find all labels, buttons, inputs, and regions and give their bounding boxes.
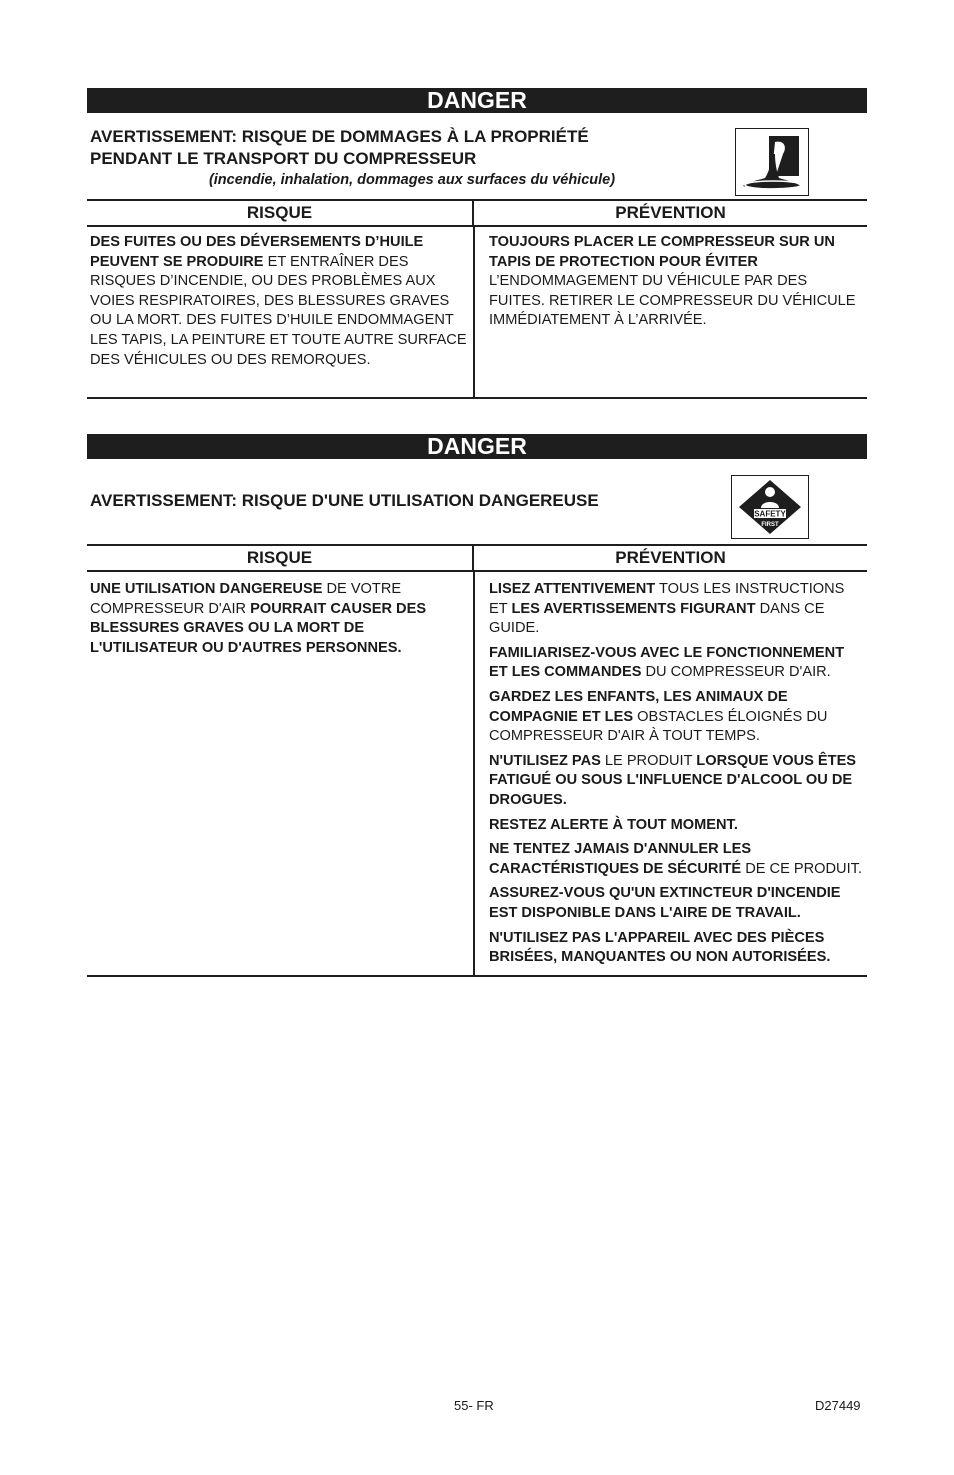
prevention-item	[489, 884, 866, 923]
prevention-text: L’ENDOMMAGEMENT DU VÉHICULE PAR DES FUITES. RETIRER LE COMPRESSEUR DU VÉHICULE IMMÉDIATEMENT À L’ARRIVÉE.	[489, 273, 856, 329]
table-header	[87, 199, 867, 227]
warning-title-line1: AVERTISSEMENT: RISQUE DE DOMMAGES À LA PROPRIÉTÉ	[90, 127, 589, 146]
column-header-risk: RISQUE	[246, 548, 313, 567]
prevention-bold-text: N'UTILISEZ PAS L'APPAREIL AVEC DES PIÈCES BRISÉES, MANQUANTES OU NON AUTORISÉES.	[489, 929, 831, 966]
prevention-bold-text: LES AVERTISSEMENTS FIGURANT	[511, 600, 756, 617]
warning-title: AVERTISSEMENT: RISQUE D'UNE UTILISATION DANGEREUSE	[90, 491, 599, 510]
risk-prevention-table-1	[87, 199, 867, 399]
risk-bold-text-2: POURRAIT CAUSER DES BLESSURES GRAVES OU LA MORT DE L'UTILISATEUR OU D'AUTRES PERSONNES.	[90, 600, 427, 656]
column-header-risk: RISQUE	[246, 203, 313, 222]
prevention-item	[489, 840, 866, 879]
table-row	[87, 572, 867, 977]
safety-first-icon	[731, 475, 809, 539]
document-code: D27449	[815, 1398, 861, 1413]
prevention-cell	[473, 227, 866, 397]
warning-subtitle: (incendie, inhalation, dommages aux surfaces du véhicule)	[208, 172, 616, 188]
prevention-bold-text: RESTEZ ALERTE À TOUT MOMENT.	[489, 816, 738, 833]
prevention-text: DU COMPRESSEUR D'AIR.	[641, 664, 831, 681]
risk-cell	[87, 572, 473, 975]
prevention-bold-text: FAMILIARISEZ-VOUS AVEC LE FONCTIONNEMENT ET LES COMMANDES	[489, 644, 845, 681]
column-header-prevention: PRÉVENTION	[472, 201, 867, 225]
prevention-bold-text: TOUJOURS PLACER LE COMPRESSEUR SUR UN TAPIS DE PROTECTION POUR ÉVITER	[489, 234, 835, 270]
prevention-text: DANS CE GUIDE.	[489, 600, 825, 637]
danger-banner: DANGER	[87, 434, 867, 459]
danger-section-2	[87, 434, 867, 1054]
prevention-bold-text: N'UTILISEZ PAS	[489, 752, 601, 769]
prevention-text: DE CE PRODUIT.	[741, 860, 862, 877]
prevention-item	[489, 929, 866, 968]
prevention-item	[489, 580, 866, 639]
prevention-bold-text: GARDEZ LES ENFANTS, LES ANIMAUX DE COMPAGNIE ET LES	[489, 688, 788, 725]
danger-section-1	[87, 88, 867, 398]
prevention-text: OBSTACLES ÉLOIGNÉS DU COMPRESSEUR D'AIR À TOUT TEMPS.	[489, 708, 828, 745]
prevention-bold-text: LORSQUE VOUS ÊTES FATIGUÉ OU SOUS L'INFLUENCE D'ALCOOL OU DE DROGUES.	[489, 752, 857, 808]
risk-text: DE VOTRE COMPRESSEUR D'AIR	[90, 581, 402, 617]
risk-prevention-table-2	[87, 544, 867, 977]
table-header	[87, 544, 867, 572]
safety-label: SAFETY	[754, 509, 786, 519]
prevention-text: TOUS LES INSTRUCTIONS ET	[489, 581, 845, 617]
risk-bold-text: DES FUITES OU DES DÉVERSEMENTS D’HUILE PEUVENT SE PRODUIRE	[90, 234, 424, 270]
risk-bold-text-1: UNE UTILISATION DANGEREUSE	[90, 581, 323, 597]
warning-title-line2: PENDANT LE TRANSPORT DU COMPRESSEUR	[90, 149, 477, 168]
first-label: FIRST	[761, 522, 779, 528]
prevention-item	[489, 644, 866, 683]
prevention-text: LE PRODUIT	[600, 752, 697, 769]
prevention-bold-text: NE TENTEZ JAMAIS D'ANNULER LES CARACTÉRISTIQUES DE SÉCURITÉ	[489, 841, 752, 877]
warning-heading	[87, 126, 737, 188]
column-header-prevention: PRÉVENTION	[472, 546, 867, 570]
page-number: 55- FR	[454, 1398, 494, 1413]
warning-heading	[87, 490, 599, 512]
risk-cell	[87, 227, 473, 397]
prevention-item	[489, 688, 866, 747]
prevention-cell	[473, 572, 866, 975]
risk-text: ET ENTRAÎNER DES RISQUES D’INCENDIE, OU DES PROBLÈMES AUX VOIES RESPIRATOIRES, DES BLESSURES GRAVES OU LA MORT. DES FUITES D’HUILE ENDOMMAGENT LES TAPIS, LA PEINTURE ET TOUTE AUTRE SURFACE DES VÉHICULES OU DES REMORQUES.	[90, 253, 467, 368]
prevention-bold-text: ASSUREZ-VOUS QU'UN EXTINCTEUR D'INCENDIE EST DISPONIBLE DANS L'AIRE DE TRAVAIL.	[489, 885, 841, 921]
prevention-item	[489, 752, 866, 811]
prevention-bold-text: LISEZ ATTENTIVEMENT	[489, 581, 656, 597]
table-row	[87, 227, 867, 399]
prevention-item	[489, 816, 866, 836]
danger-banner: DANGER	[87, 88, 867, 113]
oil-spill-icon	[735, 128, 809, 196]
